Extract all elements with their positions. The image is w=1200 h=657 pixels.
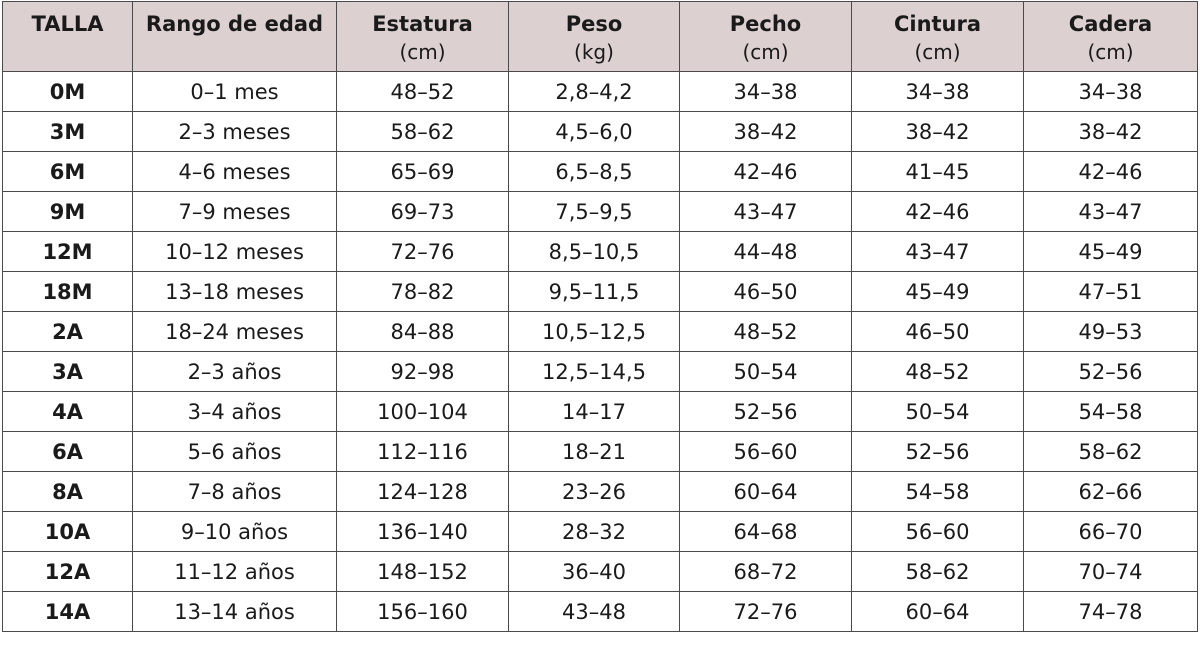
cell-cintura: 56–60 xyxy=(852,512,1024,552)
cell-cintura: 54–58 xyxy=(852,472,1024,512)
cell-peso: 14–17 xyxy=(509,392,680,432)
cell-talla: 0M xyxy=(3,72,133,112)
cell-peso: 6,5–8,5 xyxy=(509,152,680,192)
header-unit: (cm) xyxy=(1087,40,1134,64)
cell-cintura: 52–56 xyxy=(852,432,1024,472)
header-cintura xyxy=(852,2,1024,72)
cell-pecho: 34–38 xyxy=(680,72,852,112)
header-title: Pecho xyxy=(729,12,802,36)
table-row xyxy=(3,352,1198,392)
cell-cadera: 62–66 xyxy=(1024,472,1198,512)
header-title: Estatura xyxy=(372,12,473,36)
cell-estatura: 112–116 xyxy=(337,432,509,472)
table-body xyxy=(3,72,1198,632)
cell-cadera: 54–58 xyxy=(1024,392,1198,432)
header-title: Cadera xyxy=(1068,12,1153,36)
cell-cadera: 49–53 xyxy=(1024,312,1198,352)
cell-rango-de-edad: 13–18 meses xyxy=(133,272,337,312)
cell-pecho: 43–47 xyxy=(680,192,852,232)
cell-peso: 43–48 xyxy=(509,592,680,632)
cell-talla: 8A xyxy=(3,472,133,512)
cell-peso: 36–40 xyxy=(509,552,680,592)
header-estatura xyxy=(337,2,509,72)
table-row xyxy=(3,72,1198,112)
cell-talla: 14A xyxy=(3,592,133,632)
cell-estatura: 48–52 xyxy=(337,72,509,112)
cell-cintura: 45–49 xyxy=(852,272,1024,312)
cell-talla: 6A xyxy=(3,432,133,472)
cell-rango-de-edad: 7–8 años xyxy=(133,472,337,512)
cell-cintura: 60–64 xyxy=(852,592,1024,632)
cell-peso: 7,5–9,5 xyxy=(509,192,680,232)
header-unit: (cm) xyxy=(742,40,789,64)
cell-pecho: 38–42 xyxy=(680,112,852,152)
cell-cintura: 58–62 xyxy=(852,552,1024,592)
cell-cadera: 38–42 xyxy=(1024,112,1198,152)
cell-talla: 3A xyxy=(3,352,133,392)
cell-estatura: 65–69 xyxy=(337,152,509,192)
cell-pecho: 68–72 xyxy=(680,552,852,592)
cell-peso: 28–32 xyxy=(509,512,680,552)
cell-cintura: 46–50 xyxy=(852,312,1024,352)
cell-estatura: 100–104 xyxy=(337,392,509,432)
cell-estatura: 156–160 xyxy=(337,592,509,632)
cell-peso: 18–21 xyxy=(509,432,680,472)
header-unit: (kg) xyxy=(574,40,614,64)
header-title: TALLA xyxy=(31,12,104,36)
table-row xyxy=(3,312,1198,352)
cell-talla: 2A xyxy=(3,312,133,352)
header-unit: (cm) xyxy=(399,40,446,64)
cell-pecho: 56–60 xyxy=(680,432,852,472)
cell-talla: 3M xyxy=(3,112,133,152)
cell-estatura: 78–82 xyxy=(337,272,509,312)
cell-talla: 18M xyxy=(3,272,133,312)
cell-peso: 23–26 xyxy=(509,472,680,512)
cell-cintura: 50–54 xyxy=(852,392,1024,432)
cell-rango-de-edad: 13–14 años xyxy=(133,592,337,632)
cell-cintura: 43–47 xyxy=(852,232,1024,272)
cell-rango-de-edad: 5–6 años xyxy=(133,432,337,472)
table-row xyxy=(3,232,1198,272)
header-talla xyxy=(3,2,133,72)
cell-rango-de-edad: 2–3 meses xyxy=(133,112,337,152)
cell-estatura: 148–152 xyxy=(337,552,509,592)
cell-estatura: 136–140 xyxy=(337,512,509,552)
size-chart-table xyxy=(2,1,1198,632)
cell-pecho: 60–64 xyxy=(680,472,852,512)
cell-peso: 2,8–4,2 xyxy=(509,72,680,112)
cell-cadera: 43–47 xyxy=(1024,192,1198,232)
cell-cintura: 38–42 xyxy=(852,112,1024,152)
cell-rango-de-edad: 18–24 meses xyxy=(133,312,337,352)
cell-estatura: 84–88 xyxy=(337,312,509,352)
cell-pecho: 72–76 xyxy=(680,592,852,632)
table-row xyxy=(3,472,1198,512)
cell-pecho: 44–48 xyxy=(680,232,852,272)
header-unit: (cm) xyxy=(914,40,961,64)
cell-cadera: 34–38 xyxy=(1024,72,1198,112)
cell-rango-de-edad: 11–12 años xyxy=(133,552,337,592)
table-row xyxy=(3,392,1198,432)
header-peso xyxy=(509,2,680,72)
cell-estatura: 124–128 xyxy=(337,472,509,512)
cell-cadera: 74–78 xyxy=(1024,592,1198,632)
cell-cintura: 42–46 xyxy=(852,192,1024,232)
table-row xyxy=(3,112,1198,152)
header-title: Rango de edad xyxy=(145,12,324,36)
header-cadera xyxy=(1024,2,1198,72)
table-row xyxy=(3,272,1198,312)
cell-estatura: 92–98 xyxy=(337,352,509,392)
cell-talla: 10A xyxy=(3,512,133,552)
table-header xyxy=(3,2,1198,72)
cell-pecho: 48–52 xyxy=(680,312,852,352)
cell-estatura: 72–76 xyxy=(337,232,509,272)
cell-peso: 9,5–11,5 xyxy=(509,272,680,312)
cell-cintura: 34–38 xyxy=(852,72,1024,112)
header-row xyxy=(3,2,1198,72)
cell-cadera: 52–56 xyxy=(1024,352,1198,392)
cell-estatura: 69–73 xyxy=(337,192,509,232)
cell-talla: 12M xyxy=(3,232,133,272)
cell-cadera: 70–74 xyxy=(1024,552,1198,592)
cell-pecho: 52–56 xyxy=(680,392,852,432)
table-row xyxy=(3,552,1198,592)
cell-talla: 9M xyxy=(3,192,133,232)
cell-rango-de-edad: 10–12 meses xyxy=(133,232,337,272)
header-title: Peso xyxy=(565,12,623,36)
cell-rango-de-edad: 3–4 años xyxy=(133,392,337,432)
table-row xyxy=(3,192,1198,232)
cell-peso: 10,5–12,5 xyxy=(509,312,680,352)
cell-cadera: 66–70 xyxy=(1024,512,1198,552)
cell-peso: 8,5–10,5 xyxy=(509,232,680,272)
cell-pecho: 42–46 xyxy=(680,152,852,192)
table-row xyxy=(3,152,1198,192)
header-rango-de-edad xyxy=(133,2,337,72)
header-pecho xyxy=(680,2,852,72)
table-row xyxy=(3,592,1198,632)
header-title: Cintura xyxy=(893,12,982,36)
cell-rango-de-edad: 4–6 meses xyxy=(133,152,337,192)
cell-rango-de-edad: 0–1 mes xyxy=(133,72,337,112)
cell-cadera: 58–62 xyxy=(1024,432,1198,472)
cell-cadera: 42–46 xyxy=(1024,152,1198,192)
cell-talla: 4A xyxy=(3,392,133,432)
cell-cintura: 48–52 xyxy=(852,352,1024,392)
cell-estatura: 58–62 xyxy=(337,112,509,152)
cell-talla: 6M xyxy=(3,152,133,192)
cell-cintura: 41–45 xyxy=(852,152,1024,192)
cell-rango-de-edad: 7–9 meses xyxy=(133,192,337,232)
cell-talla: 12A xyxy=(3,552,133,592)
cell-cadera: 47–51 xyxy=(1024,272,1198,312)
cell-cadera: 45–49 xyxy=(1024,232,1198,272)
cell-peso: 12,5–14,5 xyxy=(509,352,680,392)
cell-rango-de-edad: 9–10 años xyxy=(133,512,337,552)
cell-pecho: 46–50 xyxy=(680,272,852,312)
table-row xyxy=(3,512,1198,552)
cell-rango-de-edad: 2–3 años xyxy=(133,352,337,392)
cell-peso: 4,5–6,0 xyxy=(509,112,680,152)
cell-pecho: 64–68 xyxy=(680,512,852,552)
table-row xyxy=(3,432,1198,472)
cell-pecho: 50–54 xyxy=(680,352,852,392)
